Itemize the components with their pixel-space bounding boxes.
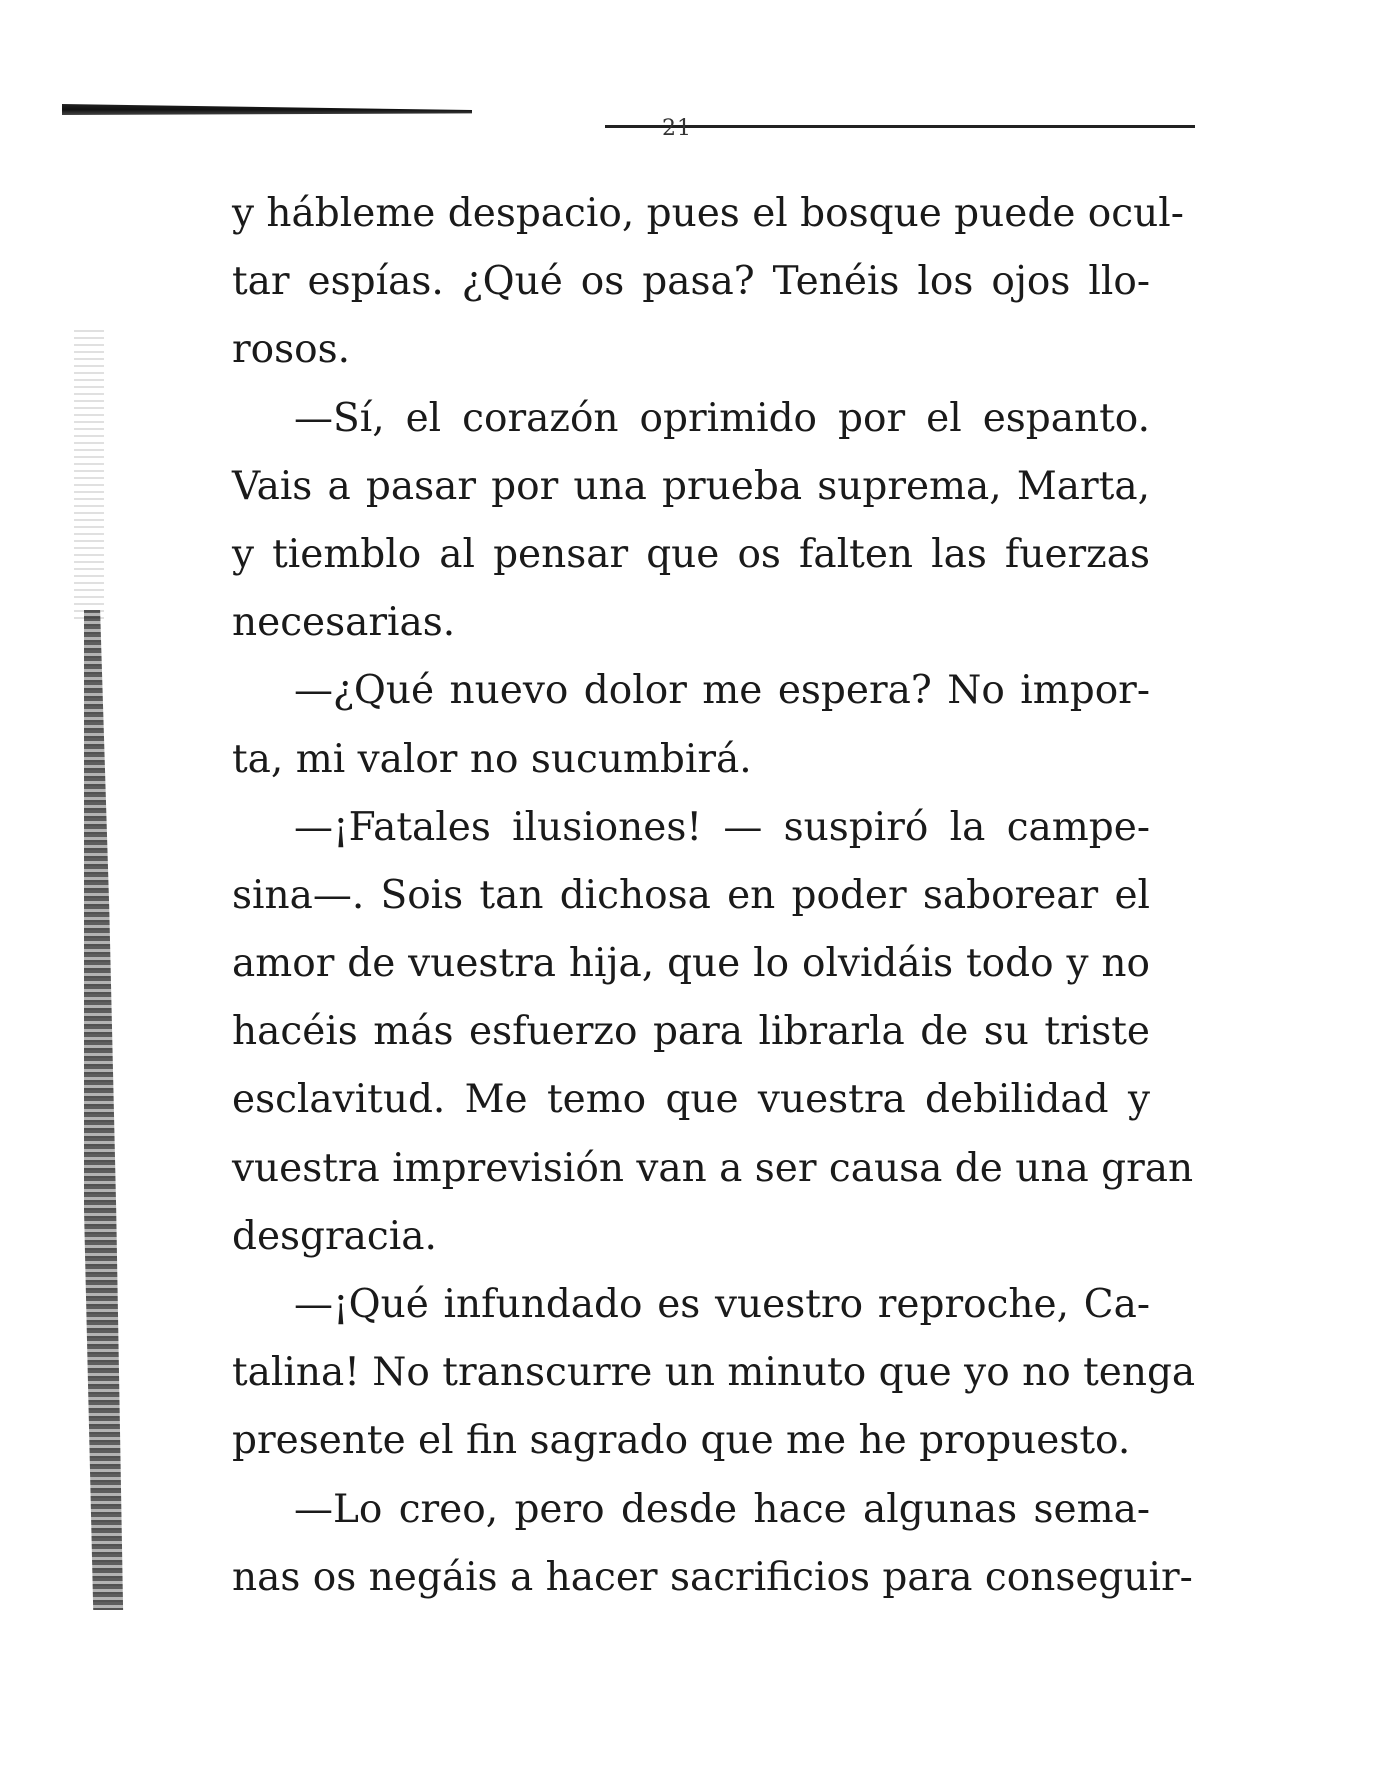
scan-shadow-upper — [74, 330, 104, 620]
text-line: amor de vuestra hija, que lo olvidáis todo y no — [232, 941, 1150, 987]
text-line: nas os negáis a hacer sacrificios para conseguir- — [232, 1554, 1193, 1600]
paragraph — [232, 1476, 1193, 1612]
header-rule-left — [62, 104, 472, 115]
text-line: —¡Fatales ilusiones! — suspiró la campe- — [294, 804, 1150, 850]
paragraph — [232, 794, 1194, 1271]
text-line: y tiemblo al pensar que os falten las fuerzas — [232, 531, 1150, 577]
text-line: —Sí, el corazón oprimido por el espanto. — [294, 395, 1150, 441]
text-line: —¿Qué nuevo dolor me espera? No impor- — [294, 668, 1150, 714]
text-line: tar espías. ¿Qué os pasa? Tenéis los ojos llo- — [232, 259, 1150, 305]
text-line: presente el fin sagrado que me he propuesto. — [232, 1418, 1131, 1464]
text-line: —¡Qué infundado es vuestro reproche, Ca- — [294, 1282, 1150, 1327]
text-line: sina—. Sois tan dichosa en poder saborear el — [232, 872, 1150, 918]
text-line: rosos. — [232, 327, 351, 373]
text-line: —Lo creo, pero desde hace algunas sema- — [294, 1486, 1150, 1532]
text-line: Vais a pasar por una prueba suprema, Marta, — [232, 463, 1150, 509]
text-line: talina! No transcurre un minuto que yo no tenga — [232, 1350, 1196, 1396]
text-line: y hábleme despacio, pues el bosque puede ocul- — [232, 191, 1184, 236]
paragraph — [232, 657, 1150, 793]
paragraph — [232, 180, 1184, 385]
scan-shadow-edge — [84, 610, 130, 1610]
text-line: necesarias. — [232, 600, 456, 646]
paragraph — [232, 1271, 1196, 1476]
text-line: ta, mi valor no sucumbirá. — [232, 736, 752, 782]
body-text — [232, 180, 1196, 1612]
page-number: 21 — [662, 116, 692, 141]
text-line: esclavitud. Me temo que vuestra debilidad y — [232, 1077, 1150, 1123]
text-line: desgracia. — [232, 1213, 437, 1259]
header-rule-right — [605, 125, 1195, 128]
paragraph — [232, 385, 1150, 658]
text-line: hacéis más esfuerzo para librarla de su triste — [232, 1009, 1150, 1055]
text-line: vuestra imprevisión van a ser causa de una gran — [232, 1145, 1194, 1191]
